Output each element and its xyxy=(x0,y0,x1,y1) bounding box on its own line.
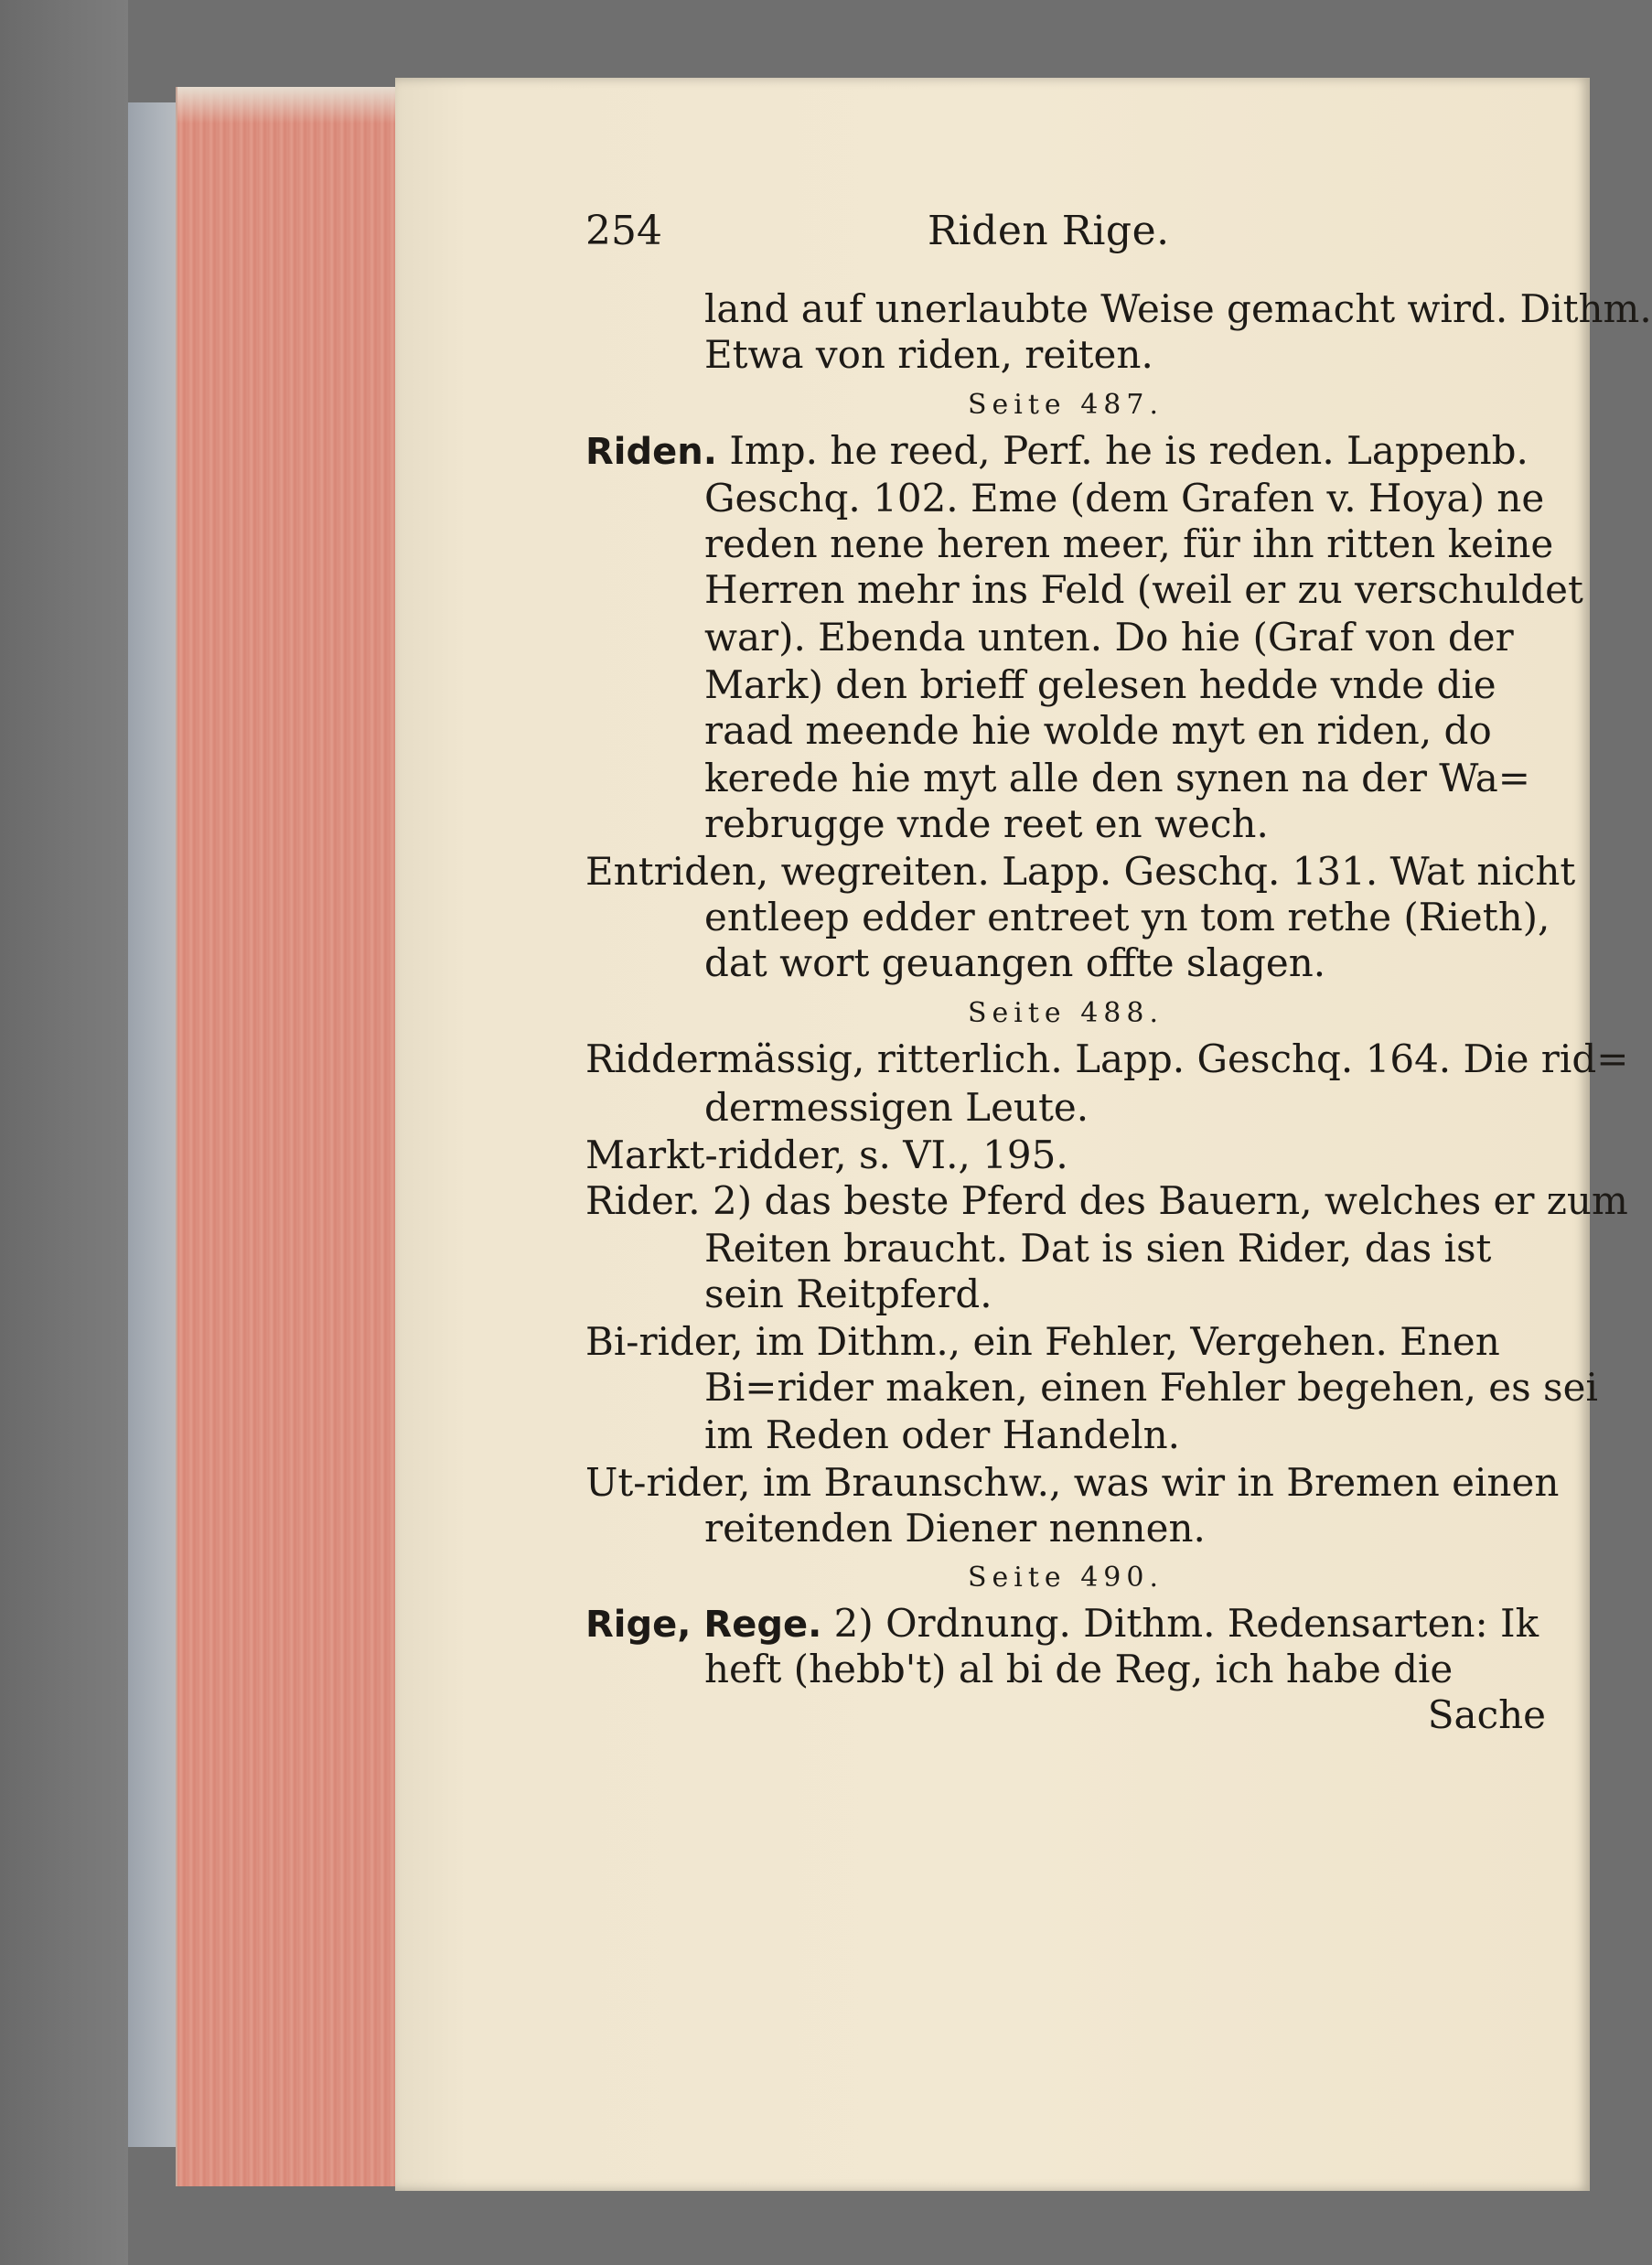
seite-label: Seite 487. xyxy=(967,389,1164,421)
continuation-text: kerede hie myt alle den synen na der Wa= xyxy=(704,756,1530,800)
text-line xyxy=(585,705,1546,757)
continuation-text: dermessigen Leute. xyxy=(704,1085,1089,1130)
definition-text: Imp. he reed, Perf. he is reden. Lappenb. xyxy=(729,428,1529,473)
continuation-text: Herren mehr ins Feld (weil er zu verschuldet xyxy=(704,567,1583,612)
page-number: 254 xyxy=(585,208,662,254)
dictionary-entry-line xyxy=(585,1316,1546,1368)
headword: Riden. xyxy=(585,431,717,473)
text-line xyxy=(585,799,1546,850)
headword: Ut-rider, xyxy=(585,1460,751,1505)
dictionary-entry-line xyxy=(585,1034,1629,1085)
continuation-text: Etwa von riden, reiten. xyxy=(704,332,1153,377)
headword: Rider. xyxy=(585,1178,701,1223)
text-line xyxy=(585,564,1583,616)
continuation-text: entleep edder entreet yn tom rethe (Rieth), xyxy=(704,895,1550,939)
continuation-text: Sache xyxy=(1427,1692,1546,1737)
text-line xyxy=(585,1690,1546,1741)
definition-text: 2) Ordnung. Dithm. Redensarten: Ik xyxy=(833,1601,1539,1646)
dictionary-entry-line xyxy=(585,1130,1546,1181)
text-line xyxy=(585,519,1554,570)
continuation-text: Bi=rider maken, einen Fehler begehen, es sei xyxy=(704,1365,1598,1410)
continuation-text: rebrugge vnde reet en wech. xyxy=(704,801,1269,846)
page-header xyxy=(585,206,1546,257)
dictionary-entry-line xyxy=(585,846,1576,897)
text-line xyxy=(585,1503,1546,1554)
text-line xyxy=(585,1269,1546,1320)
text-line xyxy=(585,1410,1546,1461)
section-marker xyxy=(585,380,1546,431)
section-marker xyxy=(585,988,1546,1039)
dictionary-entry-line xyxy=(585,425,1546,477)
headword: Riddermässig, xyxy=(585,1036,865,1081)
text-line xyxy=(585,1362,1598,1413)
seite-label: Seite 490. xyxy=(967,1562,1164,1594)
backdrop xyxy=(0,0,128,2265)
text-line xyxy=(585,473,1546,524)
text-line xyxy=(585,753,1546,804)
section-marker xyxy=(585,1552,1546,1604)
continuation-text: raad meende hie wolde myt en riden, do xyxy=(704,708,1492,753)
text-line xyxy=(585,938,1546,989)
dictionary-entry-line xyxy=(585,1598,1546,1649)
definition-text: im Braunschw., was wir in Bremen einen xyxy=(762,1460,1560,1505)
continuation-text: Mark) den brieff gelesen hedde vnde die xyxy=(704,662,1496,707)
continuation-text: im Reden oder Handeln. xyxy=(704,1412,1180,1457)
continuation-text: Reiten braucht. Dat is sien Rider, das ist xyxy=(704,1226,1492,1271)
headword: Markt-ridder, xyxy=(585,1132,847,1177)
seite-label: Seite 488. xyxy=(967,997,1164,1029)
continuation-text: reitenden Diener nennen. xyxy=(704,1506,1206,1551)
text-line xyxy=(585,284,1652,335)
text-line xyxy=(585,1644,1546,1695)
text-line xyxy=(585,1223,1546,1274)
headword: Rige, Rege. xyxy=(585,1604,822,1646)
definition-text: ritterlich. Lapp. Geschq. 164. Die rid= xyxy=(876,1036,1629,1081)
continuation-text: war). Ebenda unten. Do hie (Graf von der xyxy=(704,615,1514,660)
text-line xyxy=(585,612,1546,663)
text-line xyxy=(585,1082,1546,1133)
dictionary-entry-line xyxy=(585,1457,1560,1508)
continuation-text: heft (hebb't) al bi de Reg, ich habe die xyxy=(704,1647,1454,1691)
continuation-text: dat wort geuangen offte slagen. xyxy=(704,940,1326,985)
definition-text: 2) das beste Pferd des Bauern, welches er zum xyxy=(712,1178,1628,1223)
definition-text: wegreiten. Lapp. Geschq. 131. Wat nicht xyxy=(780,849,1576,894)
continuation-text: Geschq. 102. Eme (dem Grafen v. Hoya) ne xyxy=(704,476,1545,521)
continuation-text: reden nene heren meer, für ihn ritten keine xyxy=(704,521,1554,566)
text-line xyxy=(585,329,1546,381)
continuation-text: land auf unerlaubte Weise gemacht wird. Dithm. xyxy=(704,286,1652,331)
continuation-text: sein Reitpferd. xyxy=(704,1272,992,1316)
text-line xyxy=(585,892,1550,943)
headword: Bi-rider, xyxy=(585,1319,744,1364)
text-line xyxy=(585,660,1546,711)
headword: Entriden, xyxy=(585,849,769,894)
dictionary-entry-line xyxy=(585,1175,1628,1227)
running-head: Riden Rige. xyxy=(927,208,1170,254)
definition-text: im Dithm., ein Fehler, Vergehen. Enen xyxy=(755,1319,1500,1364)
page-fore-edge xyxy=(176,87,397,2186)
definition-text: s. VI., 195. xyxy=(858,1132,1068,1177)
